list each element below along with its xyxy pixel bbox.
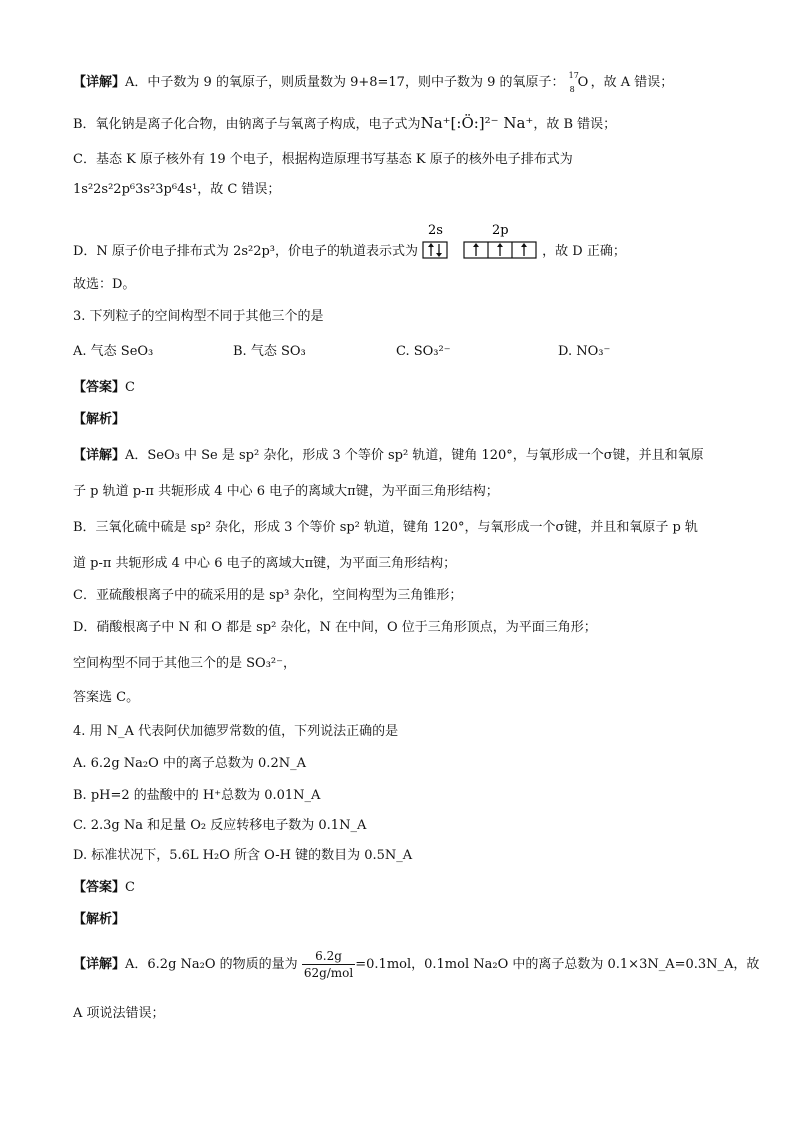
q2-d-post: ，故 D 正确； (542, 244, 626, 259)
q3-detail-a2: 子 p 轨道 p-π 共轭形成 4 中心 6 电子的离域大π键，为平面三角形结构； (73, 484, 499, 499)
q2-option-c-config: 1s²2s²2p⁶3s²3p⁶4s¹，故 C 错误； (73, 182, 281, 197)
detail-label: 【详解】 (73, 448, 126, 463)
q2-d-text: D．N 原子价电子排布式为 2s²2p³，价电子的轨道表示式为 (73, 244, 419, 259)
isotope-mass: 17 (568, 71, 579, 80)
q4-option-b: B. pH=2 的盐酸中的 H⁺总数为 0.01N_A (73, 788, 321, 803)
arrowhead-icon (473, 243, 479, 247)
q2-a-post: ，故 A 错误； (590, 75, 674, 90)
electron-formula: Na⁺[:Ö:]²⁻ Na⁺ (420, 114, 534, 132)
label-2p: 2p (492, 223, 509, 238)
q4-analysis-label: 【解析】 (73, 912, 126, 927)
box-2s (423, 242, 447, 258)
oxygen-isotope (569, 73, 591, 93)
q2-option-c-detail: C．基态 K 原子核外有 19 个电子，根据构造原理书写基态 K 原子的核外电子排布式为 (73, 152, 573, 167)
q3-detail-a1 (73, 446, 754, 466)
label-2s: 2s (428, 223, 444, 238)
molar-fraction (302, 948, 355, 981)
q2-b-text: B．氧化钠是离子化合物，由钠离子与氧离子构成，电子式为 (73, 117, 421, 132)
q4-detail-a2: A 项说法错误； (73, 1006, 165, 1021)
q3-answer (73, 378, 754, 398)
isotope-symbol: O (577, 75, 589, 90)
q3-option-a: A. 气态 SeO₃ (73, 344, 154, 359)
q3-detail-b2: 道 p-π 共轭形成 4 中心 6 电子的离域大π键，为平面三角形结构； (73, 556, 457, 571)
q4-a-text: A．6.2g Na₂O 的物质的量为 (125, 957, 298, 972)
fraction-numerator: 6.2g (302, 948, 355, 965)
q3-a-text: A．SeO₃ 中 Se 是 sp² 杂化，形成 3 个等价 sp² 轨道，键角 120°，与氧形成一个σ键，并且和氧原 (125, 448, 704, 463)
q4-option-c: C. 2.3g Na 和足量 O₂ 反应转移电子数为 0.1N_A (73, 818, 367, 833)
orbital-diagram-icon (422, 222, 542, 262)
isotope-number: 8 (569, 85, 575, 94)
arrowhead-icon (428, 243, 434, 247)
arrowhead-icon (497, 243, 503, 247)
q3-conclusion: 空间构型不同于其他三个的是 SO₃²⁻， (73, 656, 296, 671)
q3-choice: 答案选 C。 (73, 690, 140, 705)
detail-label: 【详解】 (73, 957, 126, 972)
q4-stem: 4. 用 N_A 代表阿伏加德罗常数的值，下列说法正确的是 (73, 724, 399, 739)
detail-label: 【详解】 (73, 75, 126, 90)
answer-label: 【答案】 (73, 880, 126, 895)
fraction-denominator: 62g/mol (303, 966, 354, 980)
q3-option-c: C. SO₃²⁻ (396, 344, 451, 359)
q3-detail-c: C．亚硫酸根离子中的硫采用的是 sp³ 杂化，空间构型为三角锥形； (73, 588, 463, 603)
q2-option-d-detail (73, 223, 754, 275)
q4-option-d: D. 标准状况下，5.6L H₂O 所含 O-H 键的数目为 0.5N_A (73, 848, 413, 863)
q3-option-b: B. 气态 SO₃ (233, 344, 306, 359)
q4-a-post: =0.1mol，0.1mol Na₂O 中的离子总数为 0.1×3N_A=0.3N_A，故 (355, 957, 760, 972)
q2-a-text: A．中子数为 9 的氧原子，则质量数为 9+8=17，则中子数为 9 的氧原子： (125, 75, 565, 90)
answer-value: C (125, 380, 135, 395)
q3-option-d: D. NO₃⁻ (558, 344, 611, 359)
answer-value: C (125, 880, 135, 895)
q2-b-post: ，故 B 错误； (533, 117, 617, 132)
q2-option-b-detail (73, 113, 754, 135)
q3-detail-d: D．硝酸根离子中 N 和 O 都是 sp² 杂化，N 在中间，O 位于三角形顶点，为平面三角形； (73, 620, 597, 635)
arrowhead-icon (521, 243, 527, 247)
q2-option-a-detail (73, 73, 754, 93)
orbital-diagram (422, 222, 542, 269)
q3-stem: 3. 下列粒子的空间构型不同于其他三个的是 (73, 309, 324, 324)
q3-detail-b1: B．三氧化硫中硫是 sp² 杂化，形成 3 个等价 sp² 轨道，键角 120°，与氧形成一个σ键，并且和氧原子 p 轨 (73, 520, 698, 535)
q2-choice: 故选：D。 (73, 277, 136, 292)
q4-option-a: A. 6.2g Na₂O 中的离子总数为 0.2N_A (73, 756, 306, 771)
q3-analysis-label: 【解析】 (73, 412, 126, 427)
q4-answer (73, 878, 754, 898)
answer-label: 【答案】 (73, 380, 126, 395)
arrowhead-icon (436, 253, 442, 257)
q4-detail-a1 (73, 946, 760, 984)
